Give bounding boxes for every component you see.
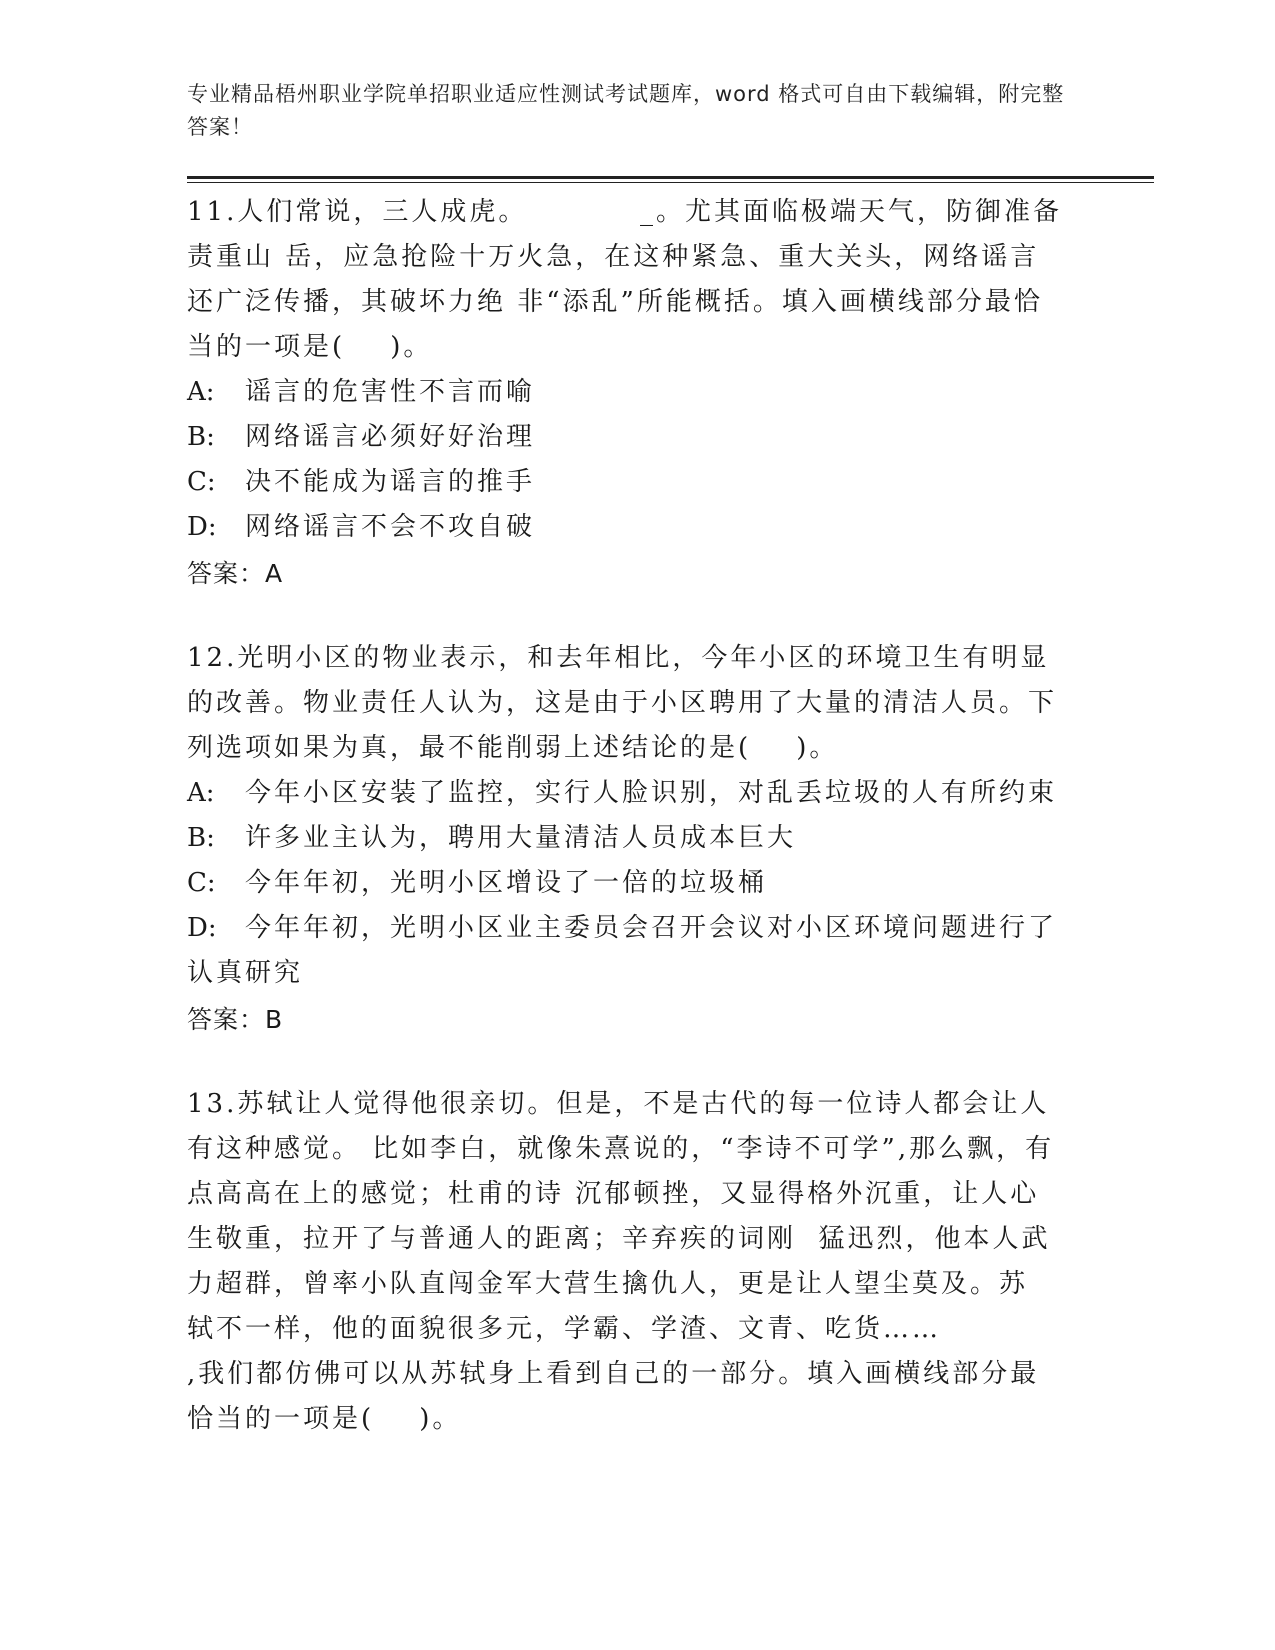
page-header: 专业精品梧州职业学院单招职业适应性测试考试题库，word 格式可自由下载编辑，附完整答案！ [187, 82, 1065, 139]
option-key: C: [187, 868, 216, 898]
option-text: 谣言的危害性不言而喻 [245, 377, 536, 407]
option-text: 网络谣言必须好好治理 [245, 422, 536, 452]
option-d [187, 505, 1067, 550]
option-c [187, 460, 1067, 505]
question-spacer [187, 598, 1067, 636]
question-list [187, 190, 1067, 1442]
option-d [187, 906, 1067, 996]
option-b [187, 816, 1067, 861]
option-text: 今年年初，光明小区增设了一倍的垃圾桶 [245, 868, 768, 898]
option-text: 许多业主认为，聘用大量清洁人员成本巨大 [245, 823, 797, 853]
option-a [187, 370, 1067, 415]
header-divider-thick [187, 176, 1154, 179]
question-11 [187, 190, 1067, 598]
option-key: D: [187, 512, 217, 542]
option-key: D: [187, 913, 217, 943]
option-text: 今年小区安装了监控，实行人脸识别，对乱丢垃圾的人有所约束 [245, 778, 1058, 808]
question-12 [187, 636, 1067, 1044]
question-stem: 11.人们常说，三人成虎。 _。尤其面临极端天气，防御准备责重山 岳，应急抢险十万火急，在这种紧急、重大关头，网络谣言还广泛传播，其破坏力绝 非“添乱”所能概括。填入画横线部分最恰当的一项是( )。 [187, 197, 1062, 362]
question-spacer [187, 1044, 1067, 1082]
option-key: C: [187, 467, 216, 497]
option-key: B: [187, 422, 215, 452]
option-text: 今年年初，光明小区业主委员会召开会议对小区环境问题进行了认真研究 [187, 913, 1058, 988]
option-key: A: [187, 377, 215, 407]
option-c [187, 861, 1067, 906]
question-stem: 12.光明小区的物业表示，和去年相比，今年小区的环境卫生有明显的改善。物业责任人认为，这是由于小区聘用了大量的清洁人员。下列选项如果为真，最不能削弱上述结论的是( )。 [187, 643, 1058, 763]
option-b [187, 415, 1067, 460]
question-stem: 13.苏轼让人觉得他很亲切。但是，不是古代的每一位诗人都会让人有这种感觉。 比如李白，就像朱熹说的，“李诗不可学”,那么飘，有点高高在上的感觉；杜甫的诗 沉郁顿挫，又显得格外沉重，让人心生敬重，拉开了与普通人的距离；辛弃疾的词刚 猛迅烈，他本人武力超群，曾率小队直闯金军大营生擒仇人，更是让人望尘莫及。苏 轼不一样，他的面貌很多元，学霸、学渣、文青、吃货…… ,我们都仿佛可以从苏轼身上看到自己的一部分。填入画横线部分最恰当的一项是( )。 [187, 1089, 1055, 1434]
answer-line: 答案：A [187, 559, 284, 588]
answer-line: 答案：B [187, 1005, 284, 1034]
option-a [187, 771, 1067, 816]
option-text: 决不能成为谣言的推手 [245, 467, 536, 497]
question-13 [187, 1082, 1067, 1442]
option-text: 网络谣言不会不攻自破 [245, 512, 536, 542]
header-divider-thin [187, 182, 1154, 183]
option-key: B: [187, 823, 215, 853]
option-key: A: [187, 778, 215, 808]
